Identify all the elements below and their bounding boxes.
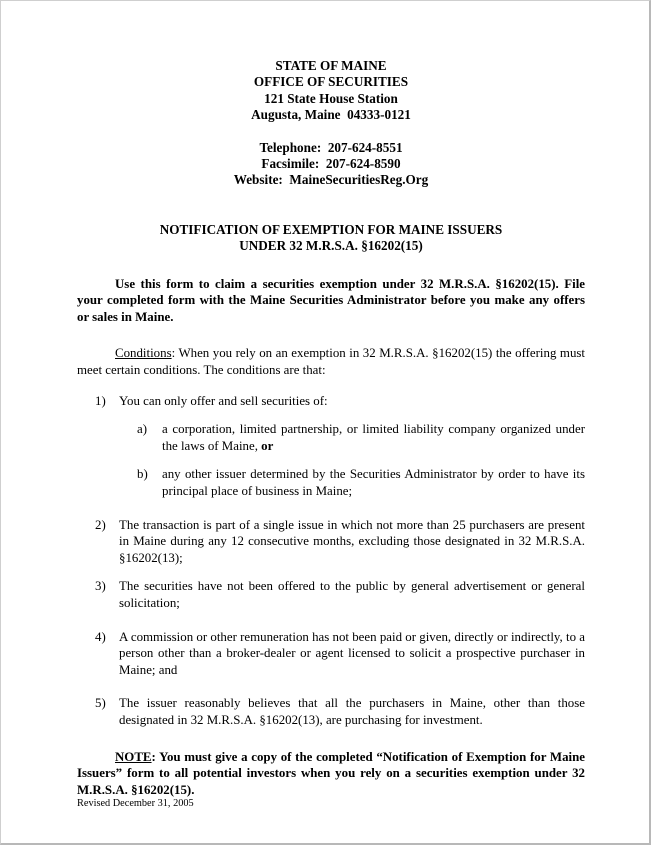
list-item-marker: 2) [95, 517, 106, 532]
document-content [77, 1, 585, 798]
list-item [77, 466, 585, 499]
document-title-line1: NOTIFICATION OF EXEMPTION FOR MAINE ISSUERS [159, 221, 503, 237]
intro-paragraph [77, 276, 585, 326]
list-item-marker: 5) [95, 696, 106, 711]
note-label: NOTE [115, 749, 152, 764]
note-paragraph [77, 749, 585, 799]
list-subitem-marker: b) [137, 467, 148, 482]
letterhead-block [77, 58, 585, 124]
list-item [77, 578, 585, 611]
list-item [77, 421, 585, 454]
document-title [77, 222, 585, 255]
list-item-text: The securities have not been offered to the public by general advertisement or general solicitation; [119, 579, 585, 610]
letterhead-line-office: OFFICE OF SECURITIES [253, 74, 409, 90]
note-text: : You must give a copy of the completed “Notification of Exemption for Maine Issuers” form to all potential investors when you rely on a securities exemption under 32 M.R.S.A. §16202(15). [77, 749, 585, 797]
list-item-text: You can only offer and sell securities of: [119, 393, 328, 408]
list-item [77, 629, 585, 679]
letterhead-line-state: STATE OF MAINE [275, 58, 387, 73]
list-item [77, 393, 585, 410]
contact-telephone: Telephone: 207-624-8551 [259, 139, 403, 155]
letterhead-line-street: 121 State House Station [264, 90, 398, 106]
list-item [77, 695, 585, 728]
list-item [77, 517, 585, 567]
letterhead-line-city: Augusta, Maine 04333-0121 [251, 107, 411, 123]
footer-revision-date: Revised December 31, 2005 [77, 798, 194, 809]
list-subitem-marker: a) [137, 422, 148, 437]
list-subitem-text: a corporation, limited partnership, or limited liability company organized under the laws of Maine, [162, 422, 585, 453]
list-item-text: The transaction is part of a single issue in which not more than 25 purchasers are present in Maine during any 12 consecutive months, excluding those designated in 32 M.R.S.A. §16202(13); [119, 517, 585, 565]
list-item-marker: 4) [95, 629, 106, 644]
conditions-label: Conditions [115, 346, 172, 361]
conditions-list [77, 393, 585, 729]
document-title-line2: UNDER 32 M.R.S.A. §16202(15) [239, 238, 423, 254]
conditions-sublist [77, 421, 585, 499]
list-subitem-bold-tail: or [261, 438, 274, 453]
list-item-marker: 1) [95, 393, 106, 408]
list-item-marker: 3) [95, 579, 106, 594]
list-item-text: A commission or other remuneration has not been paid or given, directly or indirectly, to a person other than a broker-dealer or agent licensed to solicit a prospective purchaser in Maine; and [119, 629, 585, 677]
conditions-text: : When you rely on an exemption in 32 M.R.S.A. §16202(15) the offering must meet certain conditions. The conditions are that: [77, 346, 585, 378]
list-subitem-text: any other issuer determined by the Securities Administrator by order to have its principal place of business in Maine; [162, 467, 585, 498]
conditions-paragraph [77, 345, 585, 378]
contact-block [77, 140, 585, 189]
contact-facsimile: Facsimile: 207-624-8590 [261, 156, 401, 172]
list-item-text: The issuer reasonably believes that all the purchasers in Maine, other than those designated in 32 M.R.S.A. §16202(13), are purchasing for investment. [119, 696, 585, 727]
contact-website: Website: MaineSecuritiesReg.Org [233, 172, 429, 188]
intro-text: Use this form to claim a securities exemption under 32 M.R.S.A. §16202(15). File your completed form with the Maine Securities Administrator before you make any offers or sales in Maine. [77, 276, 585, 324]
